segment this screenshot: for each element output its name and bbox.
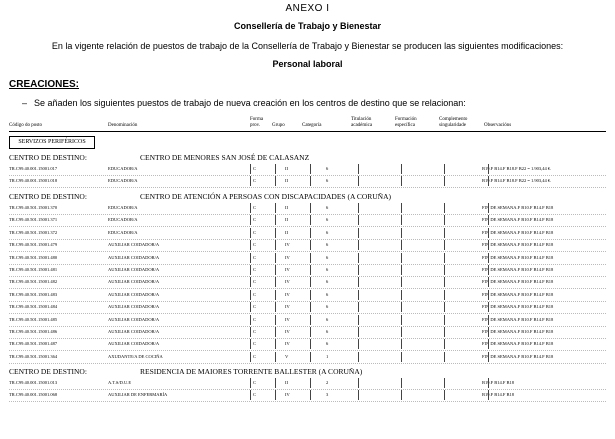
position-denomination: AUXILIAR COIDADOR/A [108,279,160,285]
cell-divider [444,327,445,337]
row-separator [9,401,606,402]
table-row [9,289,606,301]
cell-divider [444,203,445,213]
cell-divider [250,240,251,250]
cell-divider [250,315,251,325]
position-code: TR.C99.40.001.15001.068 [9,392,58,398]
cell-divider [250,339,251,349]
cell-divider [401,265,402,275]
position-grupo: IV [285,341,290,347]
cell-divider [401,203,402,213]
position-observations: FIN DE SEMANA.F B10.F B14.F B18 [482,267,554,272]
cell-divider [275,315,276,325]
col-header-denominacion: Denominación [108,123,138,128]
position-denomination: AUXILIAR COIDADOR/A [108,316,160,322]
cell-divider [275,339,276,349]
position-denomination: EDUCADOR/A [108,166,138,171]
cell-divider [401,327,402,337]
cell-divider [444,253,445,263]
cell-divider [401,390,402,400]
cell-divider [310,378,311,388]
position-grupo: IV [285,254,290,260]
position-code: TR.C99.40.001.15001.013 [9,380,58,385]
position-observations: FIN DE SEMANA.F B10.F B14.F B18 [482,254,554,260]
cell-divider [310,176,311,186]
bullet-paragraph [22,98,466,108]
position-denomination: EDUCADOR/A [108,217,138,223]
position-grupo: IV [285,242,290,248]
col-header-complemento: Complemento singularidade [439,117,468,128]
cell-divider [250,302,251,312]
cell-divider [358,339,359,349]
bullet-dash: – [22,98,28,108]
cell-divider [275,176,276,186]
cell-divider [250,290,251,300]
cell-divider [444,302,445,312]
cell-divider [310,315,311,325]
position-code: TR.C99.40.501.15001.370 [9,205,58,210]
position-denomination: EDUCADOR/A [108,178,138,184]
cell-divider [444,290,445,300]
position-forma: C [253,353,257,359]
cell-divider [310,390,311,400]
cell-divider [250,228,251,238]
position-code: TR.C99.40.501.15001.483 [9,291,58,297]
cell-divider [275,203,276,213]
cell-divider [488,302,489,312]
position-grupo: IV [285,392,290,398]
position-forma: C [253,380,257,385]
position-observations: B19.F B14.F B18 [482,380,515,385]
cell-divider [488,277,489,287]
position-code: TR.C99.40.501.15001.372 [9,229,58,235]
cell-divider [250,277,251,287]
cell-divider [358,215,359,225]
cell-divider [444,378,445,388]
position-observations: FIN DE SEMANA.F B10.F B14.F B18 [482,205,554,210]
cell-divider [401,277,402,287]
position-forma: C [253,254,257,260]
cell-divider [401,164,402,174]
cell-divider [310,240,311,250]
position-categoria: 6 [326,229,329,235]
position-observations: FIN DE SEMANA.F B10.F B14.F B18 [482,353,554,359]
cell-divider [444,265,445,275]
col-header-categoria: Categoría [302,123,322,128]
position-forma: C [253,205,257,210]
cell-divider [488,378,489,388]
cell-divider [250,176,251,186]
cell-divider [488,315,489,325]
position-code: TR.C99.40.501.15001.479 [9,242,58,248]
services-label: SERVIZOS PERIFÉRICOS [9,136,95,149]
table-row [9,338,606,350]
position-grupo: IV [285,291,290,297]
table-row [9,163,606,175]
cell-divider [358,176,359,186]
cell-divider [275,290,276,300]
table-row [9,326,606,338]
table-row [9,227,606,239]
position-code: TR.C99.40.001.15001.018 [9,178,58,184]
row-separator [9,187,606,188]
position-code: TR.C99.40.501.15001.481 [9,267,58,272]
cell-divider [310,327,311,337]
table-row [9,377,606,389]
center-label: CENTRO DE DESTINO: [9,192,87,201]
position-observations: FIN DE SEMANA.F B10.F B14.F B18 [482,316,554,322]
position-forma: C [253,341,257,347]
position-forma: C [253,304,257,310]
cell-divider [444,228,445,238]
position-denomination: AUXILIAR COIDADOR/A [108,329,160,334]
cell-divider [488,240,489,250]
cell-divider [310,215,311,225]
bullet-text: Se añaden los siguientes puestos de trabajo de nueva creación en los centros de destino que se relacionan: [34,98,466,108]
cell-divider [250,265,251,275]
cell-divider [250,253,251,263]
cell-divider [358,164,359,174]
cell-divider [358,290,359,300]
position-observations: FIN DE SEMANA.F B10.F B14.F B18 [482,229,554,235]
position-observations: FIN DE SEMANA.F B10.F B14.F B18 [482,242,554,248]
position-observations: FIN DE SEMANA.F B10.F B14.F B18 [482,217,554,223]
position-forma: C [253,217,257,223]
cell-divider [444,277,445,287]
position-denomination: A.T.S/D.U.E [108,380,132,385]
cell-divider [250,352,251,362]
cell-divider [358,327,359,337]
cell-divider [488,203,489,213]
col-header-forma: Forma prov. [250,117,264,128]
position-code: TR.C99.40.001.15001.017 [9,166,58,171]
position-observations: FIN DE SEMANA.F B10.F B14.F B18 [482,279,554,285]
position-code: TR.C99.40.501.15001.371 [9,217,58,223]
table-row [9,276,606,288]
cell-divider [401,215,402,225]
cell-divider [401,228,402,238]
cell-divider [401,352,402,362]
position-code: TR.C99.40.501.15001.487 [9,341,58,347]
cell-divider [310,203,311,213]
cell-divider [401,176,402,186]
position-code: TR.C99.40.501.15001.484 [9,304,58,310]
table-row [9,301,606,313]
cell-divider [275,352,276,362]
table-row [9,175,606,187]
position-categoria: 6 [326,341,329,347]
center-name: RESIDENCIA DE MAIORES TORRENTE BALLESTER (A CORUÑA) [140,367,363,376]
position-code: TR.C99.40.501.15001.485 [9,316,58,322]
position-categoria: 6 [326,242,329,248]
cell-divider [488,164,489,174]
cell-divider [444,164,445,174]
header-rule [9,131,606,132]
cell-divider [488,215,489,225]
position-grupo: IV [285,267,290,272]
position-categoria: 2 [326,380,329,385]
document-subtitle: Consellería de Trabajo y Bienestar [233,21,382,31]
position-grupo: V [285,353,289,359]
cell-divider [275,390,276,400]
cell-divider [275,302,276,312]
cell-divider [358,302,359,312]
cell-divider [310,290,311,300]
cell-divider [358,265,359,275]
position-categoria: 6 [326,279,329,285]
position-categoria: 6 [326,178,329,184]
position-denomination: AUXILIAR COIDADOR/A [108,242,160,248]
cell-divider [488,352,489,362]
position-code: TR.C99.40.501.15001.364 [9,353,58,359]
cell-divider [310,228,311,238]
position-forma: C [253,267,257,272]
position-grupo: IV [285,329,290,334]
cell-divider [275,215,276,225]
cell-divider [275,265,276,275]
cell-divider [310,339,311,349]
cell-divider [275,253,276,263]
cell-divider [250,378,251,388]
position-forma: C [253,316,257,322]
center-label: CENTRO DE DESTINO: [9,367,87,376]
section-title: Personal laboral [272,59,343,69]
cell-divider [444,352,445,362]
cell-divider [250,215,251,225]
position-forma: C [253,291,257,297]
position-categoria: 6 [326,166,329,171]
table-row [9,314,606,326]
cell-divider [250,203,251,213]
position-denomination: EDUCADOR/A [108,205,138,210]
position-code: TR.C99.40.501.15001.480 [9,254,58,260]
cell-divider [444,176,445,186]
position-grupo: IV [285,316,290,322]
cell-divider [250,390,251,400]
position-categoria: 6 [326,291,329,297]
position-categoria: 1 [326,353,329,359]
table-row [9,214,606,226]
position-code: TR.C99.40.501.15001.486 [9,329,58,334]
position-denomination: AUXILIAR DE ENFERMARÍA [108,392,168,398]
table-row [9,202,606,214]
cell-divider [488,265,489,275]
cell-divider [488,228,489,238]
position-categoria: 6 [326,217,329,223]
cell-divider [275,378,276,388]
position-categoria: 6 [326,267,329,272]
cell-divider [488,327,489,337]
cell-divider [358,378,359,388]
position-denomination: AUXILIAR COIDADOR/A [108,304,160,310]
position-grupo: II [285,217,288,223]
cell-divider [401,240,402,250]
cell-divider [358,240,359,250]
position-denomination: AUXILIAR COIDADOR/A [108,291,160,297]
cell-divider [358,277,359,287]
table-row [9,351,606,363]
cell-divider [275,277,276,287]
col-header-titulacion: Titulación académica [351,117,373,128]
cell-divider [310,164,311,174]
position-denomination: EDUCADOR/A [108,229,138,235]
cell-divider [310,253,311,263]
cell-divider [310,352,311,362]
position-forma: C [253,242,257,248]
position-forma: C [253,166,257,171]
cell-divider [401,253,402,263]
intro-paragraph: En la vigente relación de puestos de trabajo de la Consellería de Trabajo y Bienestar se producen las siguientes modificaciones: [51,41,564,51]
cell-divider [250,327,251,337]
position-observations: B19.F B14.F B18 [482,392,515,398]
col-header-codigo: Código do posto [9,123,43,128]
cell-divider [488,390,489,400]
cell-divider [401,339,402,349]
position-observations: FIN DE SEMANA.F B10.F B14.F B18 [482,291,554,297]
col-header-formacion: Formación específica [395,117,417,128]
cell-divider [444,215,445,225]
cell-divider [310,265,311,275]
position-forma: C [253,229,257,235]
position-observations: B19.F B14.F B18.F B22 = 1.903,44 €. [482,178,552,184]
position-grupo: IV [285,279,290,285]
cell-divider [444,390,445,400]
position-forma: C [253,178,257,184]
position-categoria: 6 [326,304,329,310]
cell-divider [310,302,311,312]
cell-divider [444,240,445,250]
table-row [9,252,606,264]
center-label: CENTRO DE DESTINO: [9,153,87,162]
position-forma: C [253,279,257,285]
cell-divider [250,164,251,174]
cell-divider [275,228,276,238]
cell-divider [401,378,402,388]
position-grupo: IV [285,304,290,310]
position-categoria: 6 [326,205,329,210]
cell-divider [488,339,489,349]
cell-divider [488,176,489,186]
position-grupo: II [285,178,288,184]
position-observations: B19.F B14.F B18.F B22 = 1.903,44 €. [482,166,552,171]
cell-divider [358,315,359,325]
position-observations: FIN DE SEMANA.F B10.F B14.F B18 [482,341,554,347]
position-denomination: AXUDANTE/A DE COCIÑA [108,353,163,359]
cell-divider [488,253,489,263]
cell-divider [401,302,402,312]
position-forma: C [253,392,257,398]
document-title: ANEXO I [285,3,330,14]
position-categoria: 6 [326,254,329,260]
center-name: CENTRO DE MENORES SAN JOSÉ DE CALASANZ [140,153,310,162]
cell-divider [401,315,402,325]
cell-divider [358,203,359,213]
position-categoria: 6 [326,316,329,322]
col-header-observaciones: Observacións [484,123,512,128]
cell-divider [488,290,489,300]
cell-divider [275,327,276,337]
center-name: CENTRO DE ATENCIÓN A PERSOAS CON DISCAPACIDADES (A CORUÑA) [140,192,392,201]
position-forma: C [253,329,257,334]
table-row [9,264,606,276]
table-row [9,389,606,401]
cell-divider [275,240,276,250]
position-grupo: II [285,166,288,171]
cell-divider [310,277,311,287]
cell-divider [401,290,402,300]
position-categoria: 6 [326,329,329,334]
row-separator [9,363,606,364]
cell-divider [444,315,445,325]
cell-divider [358,228,359,238]
position-denomination: AUXILIAR COIDADOR/A [108,254,160,260]
cell-divider [275,164,276,174]
cell-divider [358,390,359,400]
cell-divider [358,253,359,263]
table-row [9,239,606,251]
position-categoria: 3 [326,392,329,398]
position-code: TR.C99.40.501.15001.482 [9,279,58,285]
cell-divider [444,339,445,349]
position-denomination: AUXILIAR COIDADOR/A [108,267,160,272]
position-grupo: II [285,205,288,210]
col-header-grupo: Grupo [272,123,285,128]
creaciones-heading: CREACIONES: [9,79,80,90]
position-observations: FIN DE SEMANA.F B10.F B14.F B18 [482,329,554,334]
position-grupo: II [285,380,288,385]
position-observations: FIN DE SEMANA.F B10.F B14.F B18 [482,304,554,310]
position-grupo: II [285,229,288,235]
position-denomination: AUXILIAR COIDADOR/A [108,341,160,347]
cell-divider [358,352,359,362]
